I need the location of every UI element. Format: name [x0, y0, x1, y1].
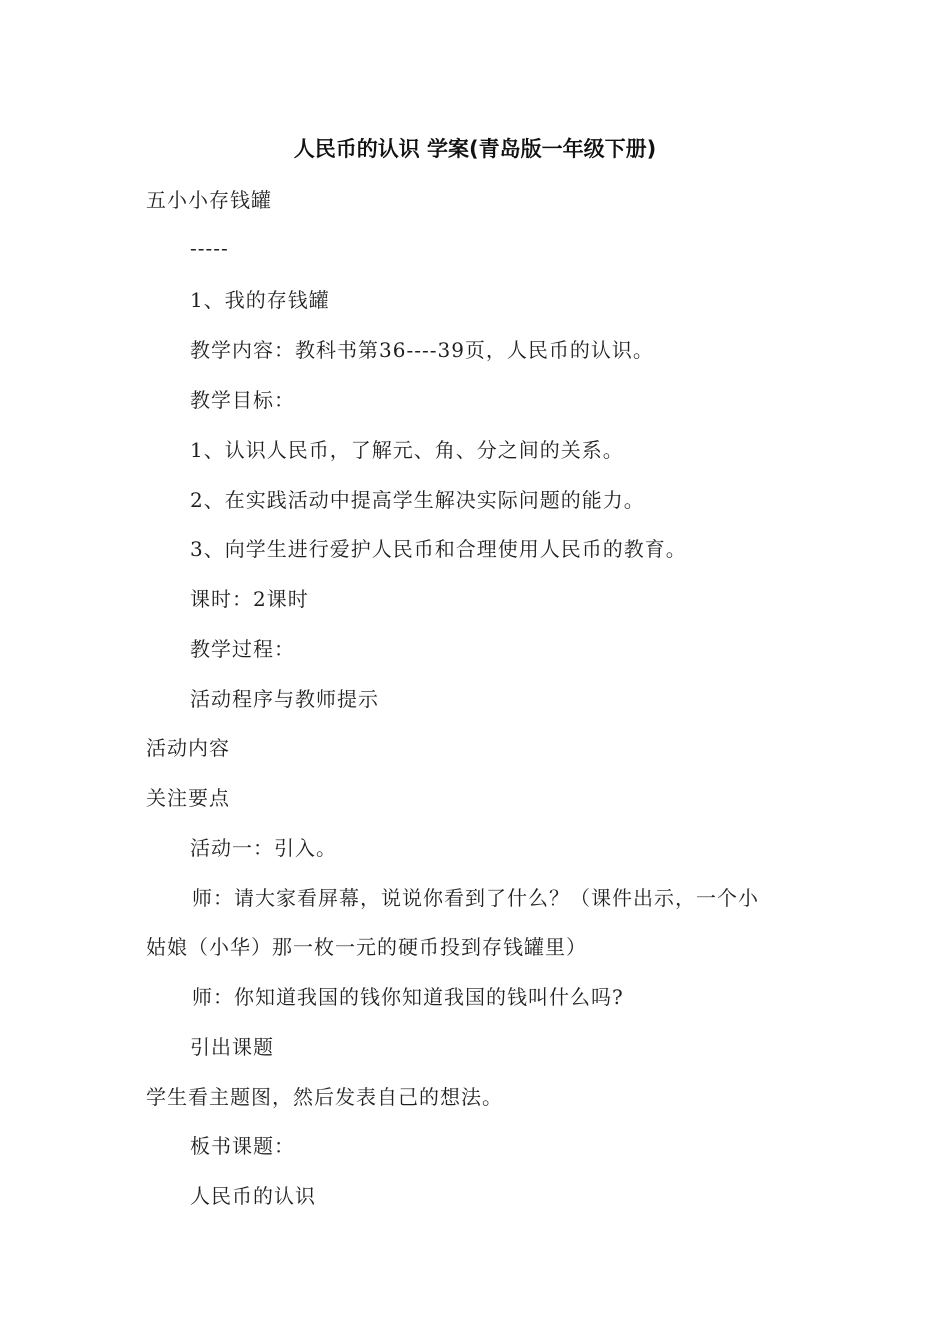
key-points-label: 关注要点: [146, 786, 230, 810]
lesson-heading: 1、我的存钱罐: [190, 288, 330, 312]
teacher-question: 师：你知道我国的钱你知道我国的钱叫什么吗?: [192, 985, 624, 1009]
introduce-topic: 引出课题: [190, 1035, 274, 1059]
teaching-content: 教学内容：教科书第36----39页，人民币的认识。: [190, 338, 654, 362]
class-hours: 课时：2课时: [190, 587, 309, 611]
activity-content-label: 活动内容: [146, 736, 230, 760]
teaching-goals-label: 教学目标：: [190, 388, 295, 412]
document-title: 人民币的认识 学案(青岛版一年级下册): [293, 137, 657, 161]
goal-item: 1、认识人民币，了解元、角、分之间的关系。: [190, 438, 624, 462]
goal-item: 2、在实践活动中提高学生解决实际问题的能力。: [190, 488, 645, 512]
activity-program-label: 活动程序与教师提示: [190, 687, 379, 711]
student-activity: 学生看主题图，然后发表自己的想法。: [146, 1085, 503, 1109]
goal-item: 3、向学生进行爱护人民币和合理使用人民币的教育。: [190, 537, 687, 561]
teaching-process-label: 教学过程：: [190, 637, 295, 661]
teacher-prompt: 师：请大家看屏幕，说说你看到了什么？（课件出示，一个小: [192, 886, 759, 910]
activity-one-heading: 活动一：引入。: [190, 836, 337, 860]
separator-dashes: -----: [190, 236, 229, 260]
teacher-prompt-continued: 姑娘（小华）那一枚一元的硬币投到存钱罐里）: [146, 935, 587, 959]
section-heading: 五小小存钱罐: [146, 188, 272, 212]
board-title: 人民币的认识: [190, 1184, 316, 1208]
board-title-label: 板书课题：: [190, 1134, 295, 1158]
